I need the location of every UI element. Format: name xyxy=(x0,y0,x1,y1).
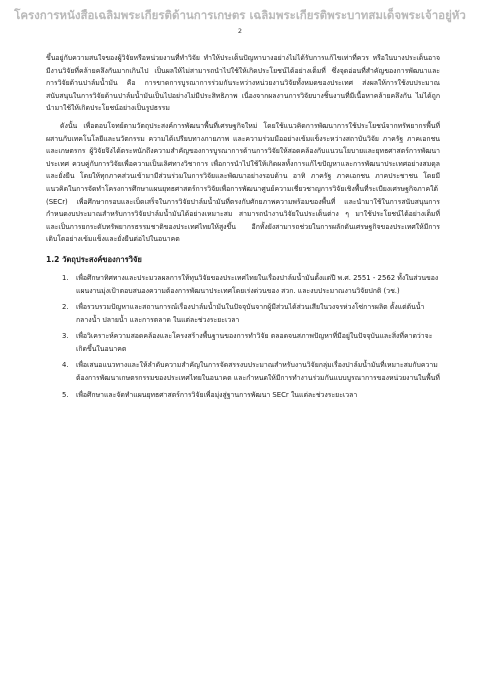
objective-item xyxy=(46,272,440,297)
paragraph-continued: ขึ้นอยู่กับความสนใจของผู้วิจัยหรือหน่วยงานที่ทำวิจัย ทำให้ประเด็นปัญหาบางอย่างไม่ได้รับการแก้ไขเท่าที่ควร หรือในบางประเด็นอาจมีงานวิจัยที่คล้ายคลึงกันมากเกินไป เป็นผลให้ไม่สามารถนำไปใช้ให้เกิดประโยชน์ได้อย่างเต็มที่ ซึ่งจุดอ่อนที่สำคัญของการพัฒนาและการวิจัยด้านปาล์มน้ำมัน คือ การขาดการบูรณาการร่วมกันระหว่างหน่วยงานวิจัยทั้งหมดของประเทศ ส่งผลให้การใช้งบประมาณสนับสนุนในการวิจัยด้านปาล์มน้ำมันเป็นไปอย่างไม่มีประสิทธิภาพ เนื่องจากผลงานการวิจัยบางชิ้นงานที่มีเนื้อหาคล้ายคลึงกัน ไม่ได้ถูกนำมาใช้ให้เกิดประโยชน์อย่างเป็นรูปธรรม xyxy=(46,54,440,113)
objectives-list xyxy=(46,272,440,401)
objective-item xyxy=(46,330,440,355)
objective-number: 4. xyxy=(62,361,69,370)
page-content xyxy=(46,52,440,405)
section-heading-objectives: 1.2 วัตถุประสงค์ของการวิจัย xyxy=(46,254,142,264)
objective-number: 5. xyxy=(62,390,69,399)
objective-number: 3. xyxy=(62,332,69,341)
objective-text: เพื่อวิเคราะห์ความสอดคล้องและโครงสร้างพื้นฐานของการทำวิจัย ตลอดจนสภาพปัญหาที่มีอยู่ในปัจจุบันและสิ่งที่คาดว่าจะเกิดขึ้นในอนาคต xyxy=(76,332,433,353)
page-number: 2 xyxy=(237,27,243,35)
objective-text: เพื่อศึกษาทิศทางและประมวลผลการให้ทุนวิจัยของประเทศไทยในเรื่องปาล์มน้ำมันตั้งแต่ปี พ.ศ. 2551 - 2562 ทั้งในส่วนของแผนงานมุ่งเป้าตอบสนองความต้องการพัฒนาประเทศโดยเร่งด่วนของ สวก. และงบประมาณงานวิจัยปกติ (วช.) xyxy=(76,273,439,295)
objective-item xyxy=(46,389,440,402)
objective-item xyxy=(46,359,440,384)
objective-item xyxy=(46,301,440,326)
objective-number: 1. xyxy=(62,273,69,282)
objective-text: เพื่อเสนอแนวทางและให้ลำดับความสำคัญในการจัดสรรงบประมาณสำหรับงานวิจัยกลุ่มเรื่องปาล์มน้ำมันที่เหมาะสมกับความต้องการพัฒนาเกษตรกรรมของประเทศไทยในอนาคต และกำหนดให้มีการทำงานร่วมกันแบบบูรณาการของหน่วยงานในพื้นที่ xyxy=(76,361,440,383)
objective-text: เพื่อรวบรวมปัญหาและสถานการณ์เรื่องปาล์มน้ำมันในปัจจุบันจากผู้มีส่วนได้ส่วนเสียในวงจรห่วงโซ่การผลิต ตั้งแต่ต้นน้ำ กลางน้ำ ปลายน้ำ และการตลาด ในแต่ละช่วงระยะเวลา xyxy=(76,303,425,324)
objective-text: เพื่อศึกษาและจัดทำแผนยุทธศาสตร์การวิจัยเพื่อมุ่งสู่ฐานการพัฒนา SECr ในแต่ละช่วงระยะเวลา xyxy=(76,390,358,399)
paragraph-therefore: ดังนั้น เพื่อตอบโจทย์ตามวัตถุประสงค์การพัฒนาพื้นที่เศรษฐกิจใหม่ โดยใช้แนวคิดการพัฒนาการใช้ประโยชน์จากทรัพยากรพื้นที่ ผสานกับเทคโนโลยีและนวัตกรรม ความได้เปรียบทางภายภาพ และความร่วมมืออย่างเข้มแข็งระหว่างสถาบันวิจัย ภาครัฐ ภาคเอกชน และเกษตรกร ผู้วิจัยจึงได้ตระหนักถึงความสำคัญของการบูรณาการด้านการวิจัยให้สอดคล้องกับแนวนโยบายและยุทธศาสตร์การพัฒนาประเทศ ควบคู่กับการวิจัยเพื่อความเป็นเลิศทางวิชาการ เพื่อการนำไปใช้ให้เกิดผลทั้งการแก้ไขปัญหาและการพัฒนาประเทศอย่างสมดุลและยั่งยืน โดยให้ทุกภาคส่วนเข้ามามีส่วนร่วมในการวิจัยและพัฒนาอย่างรอบด้าน อาทิ ภาครัฐ ภาคเอกชน ภาคประชาชน โดยมีแนวคิดในการจัดทำโครงการศึกษาแผนยุทธศาสตร์การวิจัยเพื่อการพัฒนาศูนย์ความเชี่ยวชาญการวิจัยเชิงพื้นที่ระเบียงเศรษฐกิจภาคใต้ (SECr) เพื่อศึกษากรอบและเบ็ดเสร็จในการวิจัยปาล์มน้ำมันที่ตรงกับศักยภาพความพร้อมของพื้นที่ และนำมาใช้ในการสนับสนุนการกำหนดงบประมาณสำหรับการวิจัยปาล์มน้ำมันได้อย่างเหมาะสม สามารถนำงานวิจัยในประเด็นต่าง ๆ มาใช้ประโยชน์ได้อย่างเต็มที่ และเป็นการยกระดับทรัพยากรธรรมชาติของประเทศไทยให้สูงขึ้น อีกทั้งยังสามารถช่วยในการผลักดันเศรษฐกิจของประเทศให้มีการเติบโตอย่างเข้มแข็งและยั่งยืนต่อไปในอนาคต xyxy=(46,121,440,244)
objective-number: 2. xyxy=(62,303,69,312)
running-header: โครงการหนังสือเฉลิมพระเกียรติด้านการเกษตร เฉลิมพระเกียรติพระบาทสมเด็จพระเจ้าอยู่หัว xyxy=(14,8,466,22)
